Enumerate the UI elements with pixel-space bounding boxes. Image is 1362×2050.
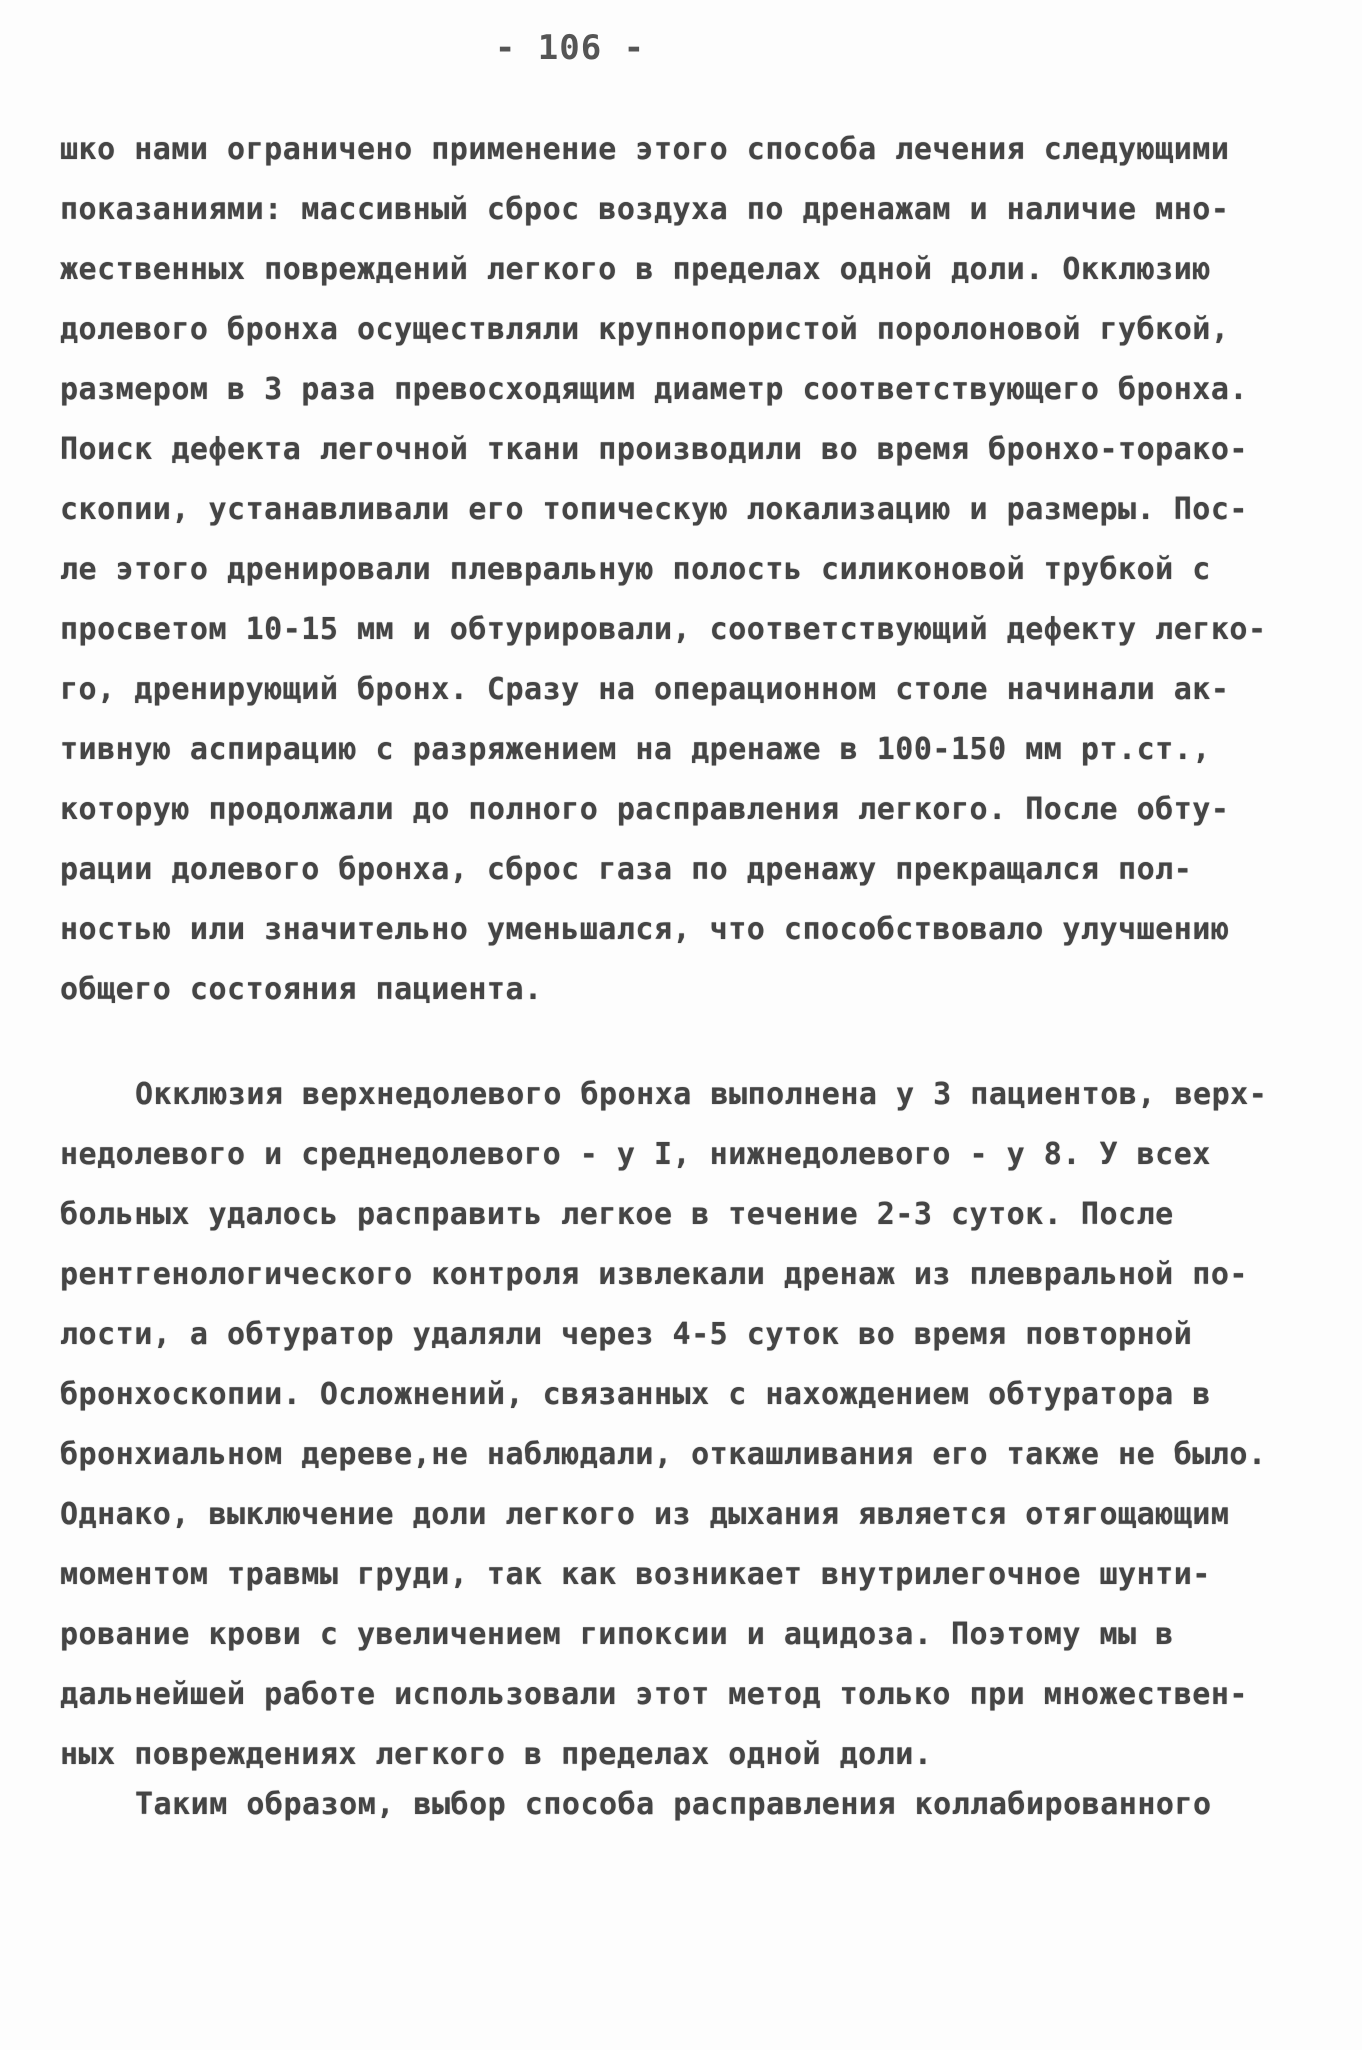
text-line: бронхоскопии. Осложнений, связанных с нахождением обтуратора в bbox=[60, 1377, 1211, 1412]
text-line: ностью или значительно уменьшался, что способствовало улучшению bbox=[60, 912, 1230, 947]
page-number: - 106 - bbox=[494, 28, 646, 68]
text-line: Таким образом, выбор способа расправления коллабированного bbox=[135, 1787, 1212, 1822]
text-line: ле этого дренировали плевральную полость силиконовой трубкой с bbox=[60, 552, 1211, 587]
text-line: скопии, устанавливали его топическую локализацию и размеры. Пос- bbox=[60, 492, 1248, 527]
text-line: шко нами ограничено применение этого способа лечения следующими bbox=[60, 132, 1230, 167]
text-line: недолевого и среднедолевого - у I, нижнедолевого - у 8. У всех bbox=[60, 1137, 1211, 1172]
text-line: го, дренирующий бронх. Сразу на операционном столе начинали ак- bbox=[60, 672, 1230, 707]
text-line: больных удалось расправить легкое в течение 2-3 суток. После bbox=[60, 1197, 1174, 1232]
text-line: моментом травмы груди, так как возникает внутрилегочное шунти- bbox=[60, 1557, 1211, 1592]
text-line: долевого бронха осуществляли крупнопористой поролоновой губкой, bbox=[60, 312, 1230, 347]
paragraph-2 bbox=[60, 1065, 1330, 1785]
text-line: жественных повреждений легкого в пределах одной доли. Окклюзию bbox=[60, 252, 1211, 287]
text-line: показаниями: массивный сброс воздуха по дренажам и наличие мно- bbox=[60, 192, 1230, 227]
text-line: просветом 10-15 мм и обтурировали, соответствующий дефекту легко- bbox=[60, 612, 1267, 647]
text-line: Однако, выключение доли легкого из дыхания является отягощающим bbox=[60, 1497, 1230, 1532]
paragraph-3 bbox=[60, 1775, 1330, 1835]
text-line: Поиск дефекта легочной ткани производили во время бронхо-торако- bbox=[60, 432, 1248, 467]
text-line: размером в 3 раза превосходящим диаметр соответствующего бронха. bbox=[60, 372, 1248, 407]
text-line: ных повреждениях легкого в пределах одной доли. bbox=[60, 1737, 933, 1772]
text-line: лости, а обтуратор удаляли через 4-5 суток во время повторной bbox=[60, 1317, 1193, 1352]
text-line: рации долевого бронха, сброс газа по дренажу прекращался пол- bbox=[60, 852, 1193, 887]
text-line: бронхиальном дереве,не наблюдали, откашливания его также не было. bbox=[60, 1437, 1267, 1472]
paragraph-1 bbox=[60, 120, 1330, 1020]
text-line: общего состояния пациента. bbox=[60, 972, 543, 1007]
text-line: тивную аспирацию с разряжением на дренаже в 100-150 мм рт.ст., bbox=[60, 732, 1211, 767]
text-line: рентгенологического контроля извлекали дренаж из плевральной по- bbox=[60, 1257, 1248, 1292]
text-line: которую продолжали до полного расправления легкого. После обту- bbox=[60, 792, 1230, 827]
text-line: рование крови с увеличением гипоксии и ацидоза. Поэтому мы в bbox=[60, 1617, 1174, 1652]
text-line: дальнейшей работе использовали этот метод только при множествен- bbox=[60, 1677, 1248, 1712]
text-line: Окклюзия верхнедолевого бронха выполнена у 3 пациентов, верх- bbox=[135, 1077, 1268, 1112]
